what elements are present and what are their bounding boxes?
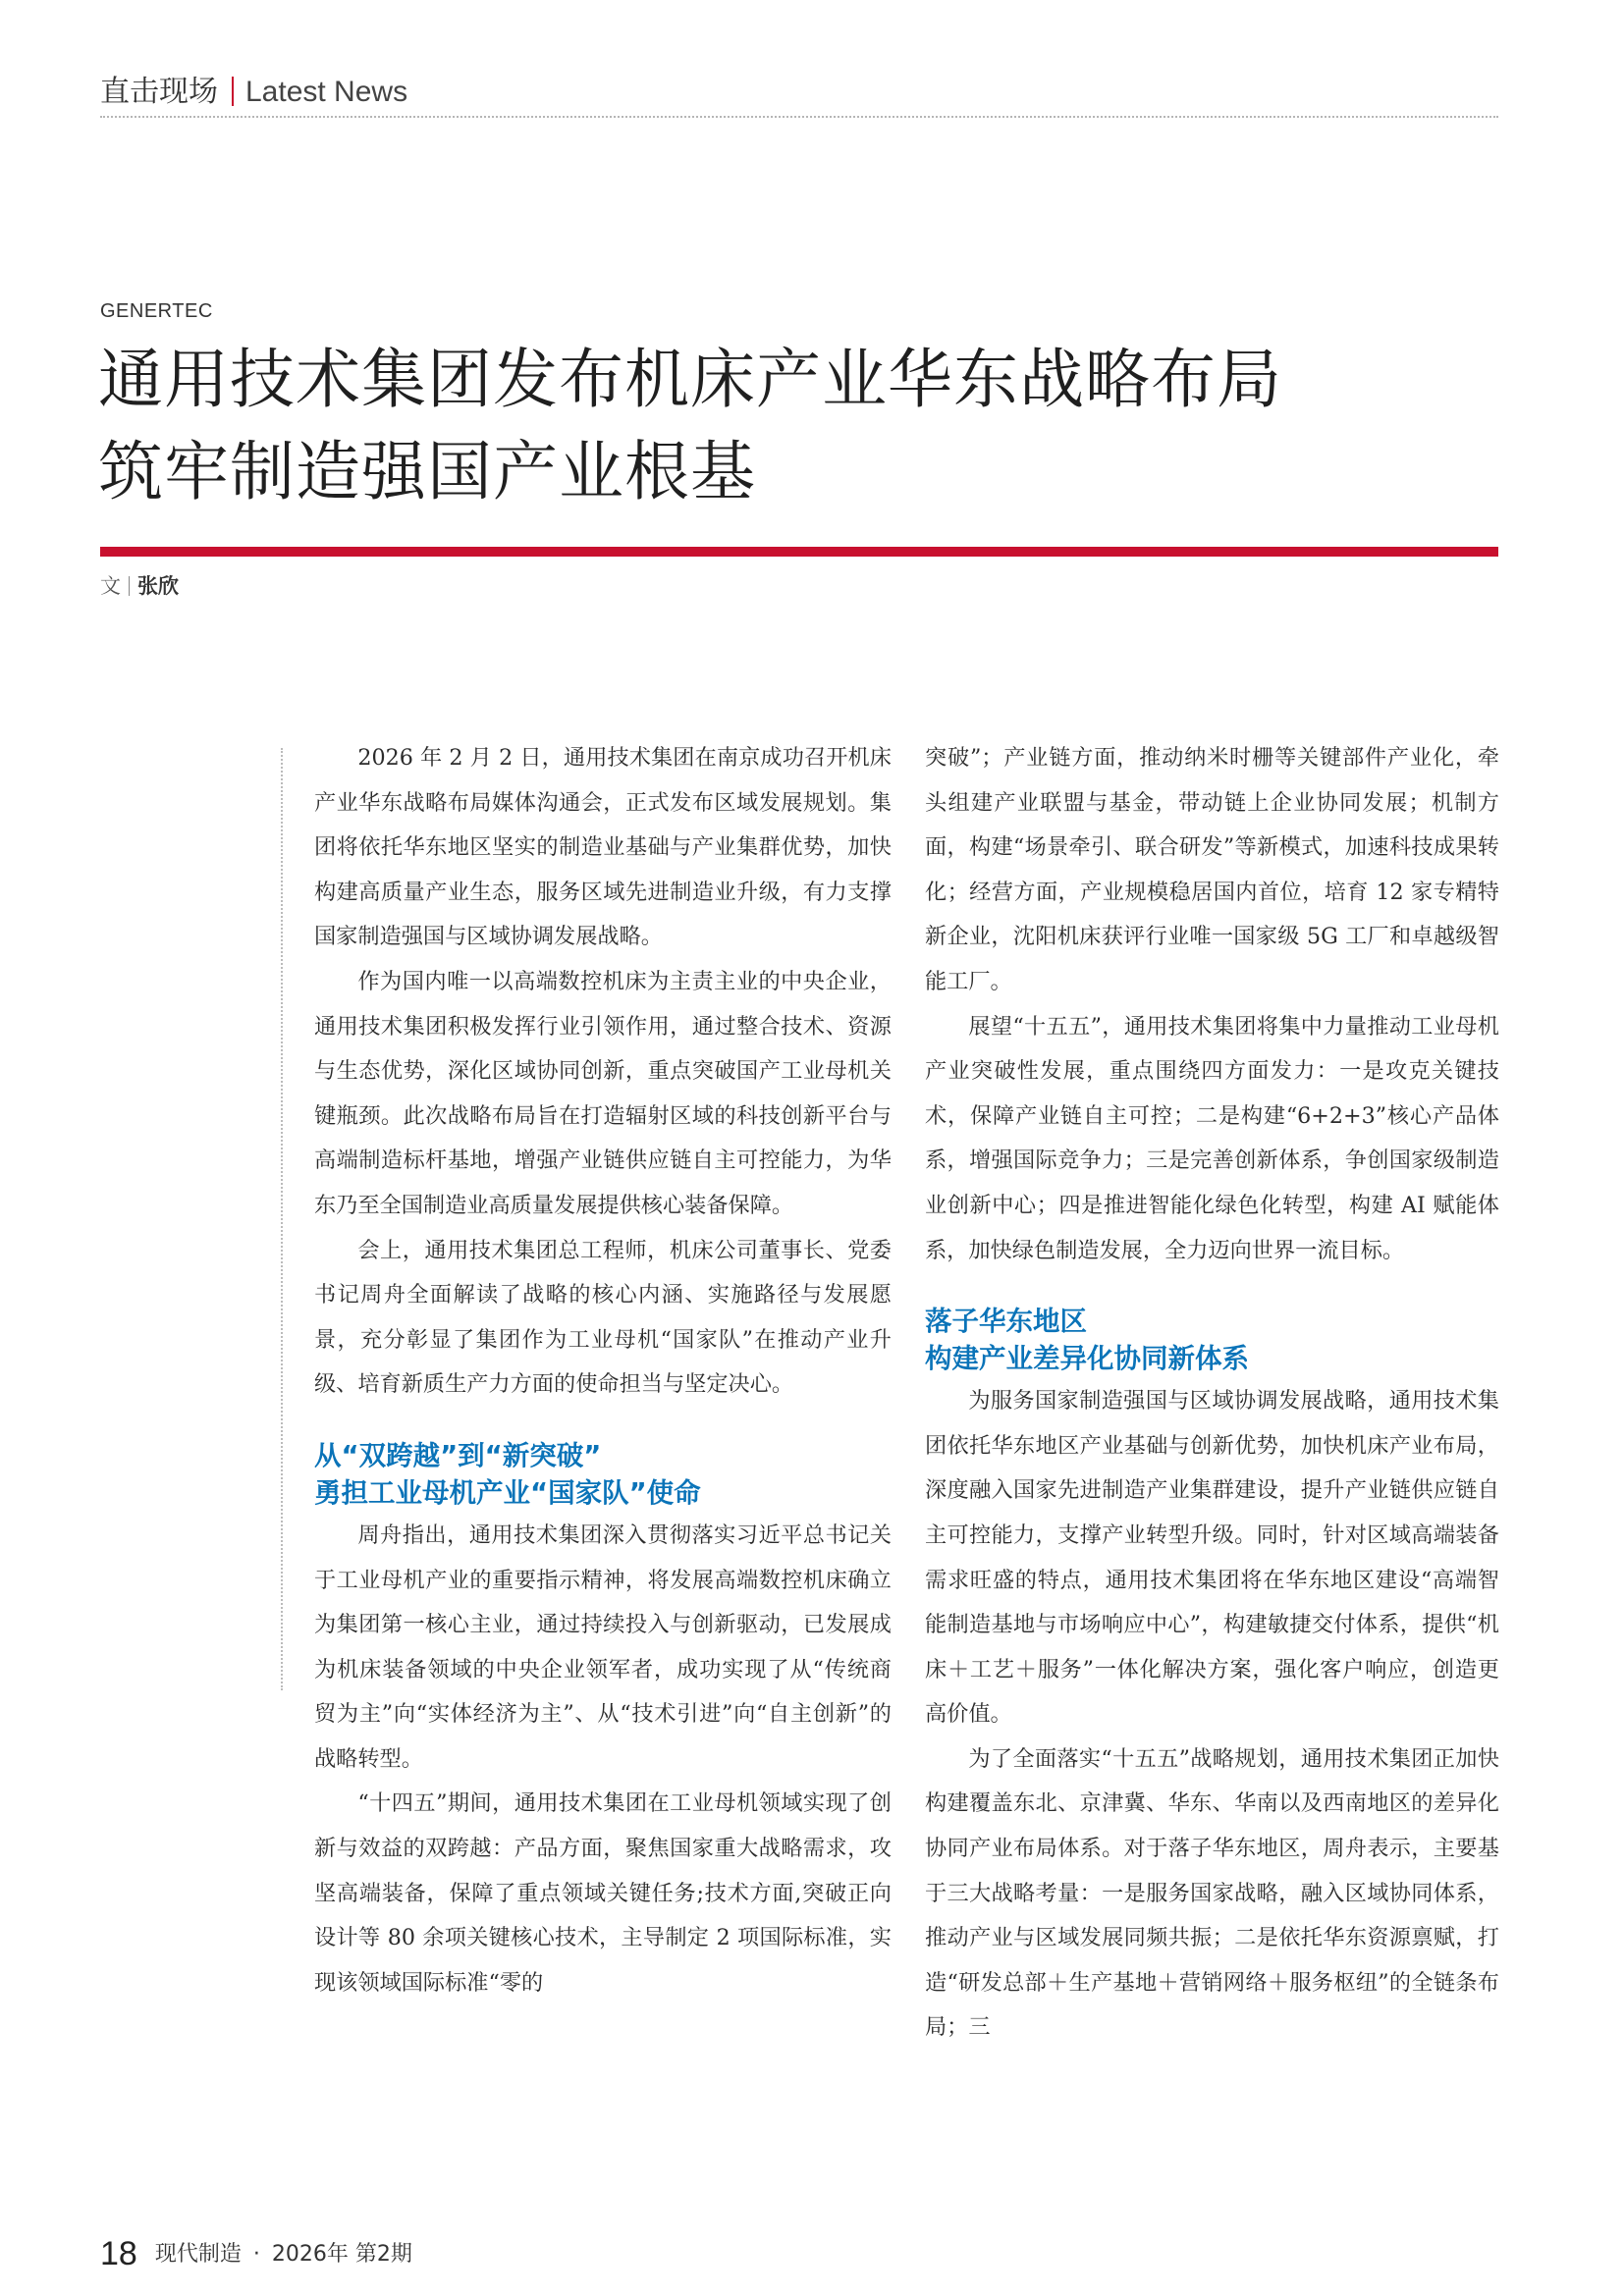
issue-year: 2026年 [271,2242,349,2267]
paragraph: 周舟指出，通用技术集团深入贯彻落实习近平总书记关于工业母机产业的重要指示精神，将发展高端数控机床确立为集团第一核心主业，通过持续投入与创新驱动，已发展成为机床装备领域的中央企业领军者，成功实现了从“传统商贸为主”向“实体经济为主”、从“技术引进”向“自主创新”的战略转型。 [314,1522,892,1772]
brand-label: GENERTEC [100,300,213,322]
title-line-1: 通用技术集团发布机床产业华东战略布局 [98,342,1282,417]
section-name-cn: 直击现场 [100,75,218,109]
subhead-line-1: 从“双跨越”到“新突破” [314,1439,602,1471]
author-name: 张欣 [137,574,179,598]
paragraph: 突破”；产业链方面，推动纳米时栅等关键部件产业化，牵头组建产业联盟与基金，带动链上企业协同发展；机制方面，构建“场景牵引、联合研发”等新模式，加速科技成果转化；经营方面，产业规模稳居国内首位，培育 12 家专精特新企业，沈阳机床获评行业唯一国家级 5G 工厂和卓越级智能工厂。 [925,745,1499,994]
page-number: 18 [100,2235,137,2272]
paragraph: 会上，通用技术集团总工程师，机床公司董事长、党委书记周舟全面解读了战略的核心内涵、实施路径与发展愿景，充分彰显了集团作为工业母机“国家队”在推动产业升级、培育新质生产力方面的使命担当与坚定决心。 [314,1237,892,1398]
article-title [98,334,1512,518]
header-rule [100,116,1498,118]
paragraph: 为服务国家制造强国与区域协调发展战略，通用技术集团依托华东地区产业基础与创新优势，加快机床产业布局，深度融入国家先进制造产业集群建设，提升产业链供应链自主可控能力，支撑产业转型升级。同时，针对区域高端装备需求旺盛的特点，通用技术集团将在华东地区建设“高端智能制造基地与市场响应中心”，构建敏捷交付体系，提供“机床＋工艺＋服务”一体化解决方案，强化客户响应，创造更高价值。 [925,1388,1499,1728]
magazine-name: 现代制造 [154,2242,242,2267]
byline-divider [129,576,130,596]
byline [100,571,179,601]
page-footer [100,2235,412,2272]
subhead-line-1: 落子华东地区 [925,1306,1087,1338]
section-subhead [314,1437,892,1512]
byline-label: 文 [100,574,121,598]
paragraph: 为了全面落实“十五五”战略规划，通用技术集团正加快构建覆盖东北、京津冀、华东、华南以及西南地区的差异化协同产业布局体系。对于落子华东地区，周舟表示，主要基于三大战略考量：一是服务国家战略，融入区域协同体系，推动产业与区域发展同频共振；二是依托华东资源禀赋，打造“研发总部＋生产基地＋营销网络＋服务枢纽”的全链条布局；三 [925,1745,1499,2041]
section-subhead [925,1303,1499,1377]
header-divider [232,77,234,106]
paragraph: “十四五”期间，通用技术集团在工业母机领域实现了创新与效益的双跨越：产品方面，聚焦国家重大战略需求，攻坚高端装备，保障了重点领域关键任务;技术方面,突破正向设计等 80 余项关键核心技术，主导制定 2 项国际标准，实现该领域国际标准“零的 [314,1790,892,1996]
footer-separator: · [252,2242,260,2267]
title-accent-bar [100,547,1498,557]
title-line-2: 筑牢制造强国产业根基 [98,434,756,509]
left-column [314,736,892,2005]
issue-number: 第2期 [354,2242,412,2267]
subhead-line-2: 勇担工业母机产业“国家队”使命 [314,1476,701,1509]
running-header [100,71,407,114]
paragraph: 展望“十五五”，通用技术集团将集中力量推动工业母机产业突破性发展，重点围绕四方面发力：一是攻克关键技术，保障产业链自主可控；二是构建“6+2+3”核心产品体系，增强国际竞争力；三是完善创新体系，争创国家级制造业创新中心；四是推进智能化绿色化转型，构建 AI 赋能体系，加快绿色制造发展，全力迈向世界一流目标。 [925,1013,1499,1263]
right-column [925,736,1499,2051]
paragraph: 2026 年 2 月 2 日，通用技术集团在南京成功召开机床产业华东战略布局媒体沟通会，正式发布区域发展规划。集团将依托华东地区坚实的制造业基础与产业集群优势，加快构建高质量产业生态，服务区域先进制造业升级，有力支撑国家制造强国与区域协调发展战略。 [314,745,892,950]
subhead-line-2: 构建产业差异化协同新体系 [925,1343,1249,1375]
column-rule [281,748,283,1690]
section-name-en: Latest News [245,76,408,108]
paragraph: 作为国内唯一以高端数控机床为主责主业的中央企业，通用技术集团积极发挥行业引领作用，通过整合技术、资源与生态优势，深化区域协同创新，重点突破国产工业母机关键瓶颈。此次战略布局旨在打造辐射区域的科技创新平台与高端制造标杆基地，增强产业链供应链自主可控能力，为华东乃至全国制造业高质量发展提供核心装备保障。 [314,968,892,1218]
